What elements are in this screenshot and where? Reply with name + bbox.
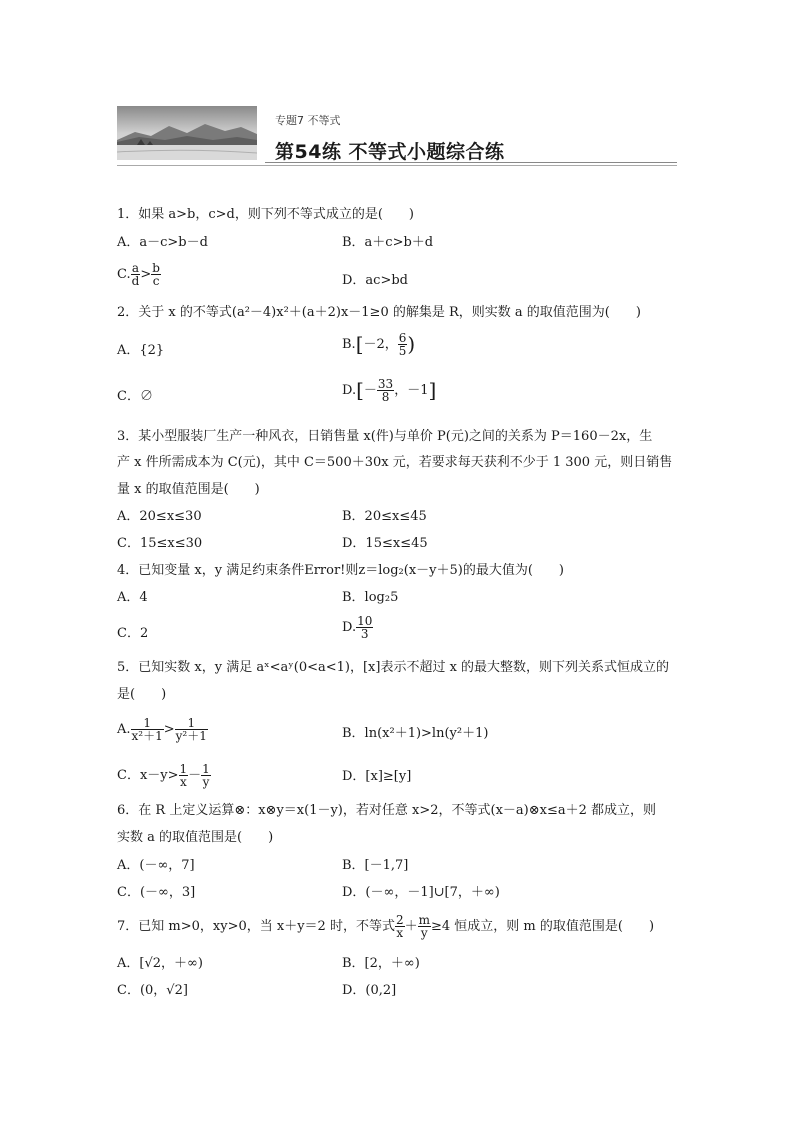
page-header xyxy=(117,106,677,166)
numerator: 2 xyxy=(395,913,404,927)
fraction-b-over-c xyxy=(151,262,161,287)
right-bracket: ] xyxy=(428,378,437,402)
question-1-option-d: D．ac>bd xyxy=(342,273,408,288)
question-3-option-b: B．20≤x≤45 xyxy=(342,509,427,524)
question-6-option-b: B．[－1,7] xyxy=(342,858,409,873)
question-7-stem-suffix: ≥4 恒成立，则 m 的取值范围是( ) xyxy=(431,919,655,934)
option-d-prefix: D. xyxy=(342,620,357,635)
question-6-option-c: C．(－∞，3] xyxy=(117,885,196,900)
denominator: y²＋1 xyxy=(175,729,207,743)
denominator: 5 xyxy=(398,344,407,358)
question-5-stem-line-1: 5．已知实数 x，y 满足 aˣ<aʸ(0<a<1)，[x]表示不超过 x 的最大整数，则下列关系式恒成立的 xyxy=(117,660,670,675)
question-1-option-a: A．a－c>b－d xyxy=(117,235,208,250)
question-3-stem-line-1: 3．某小型服装厂生产一种风衣，日销售量 x(件)与单价 P(元)之间的关系为 P＝160－2x，生 xyxy=(117,429,653,444)
page-title: 第54练 不等式小题综合练 xyxy=(275,141,505,163)
question-5-option-b: B．ln(x²＋1)>ln(y²＋1) xyxy=(342,726,489,741)
left-bracket: [ xyxy=(355,332,364,356)
question-3-option-a: A．20≤x≤30 xyxy=(117,509,202,524)
denominator: c xyxy=(152,274,160,288)
option-c-prefix: C. xyxy=(117,267,131,282)
denominator: 8 xyxy=(381,390,390,404)
question-4-option-a: A．4 xyxy=(117,590,148,605)
question-4-option-d xyxy=(342,615,373,640)
option-b-prefix: B. xyxy=(342,337,356,352)
question-7-option-c: C．(0，√2] xyxy=(117,983,188,998)
option-a-prefix: A. xyxy=(117,722,131,737)
denominator: x²＋1 xyxy=(131,729,163,743)
fraction-33-eighths xyxy=(377,378,394,403)
question-7-stem xyxy=(117,914,654,939)
denominator: x xyxy=(396,926,404,940)
fraction-a-over-d xyxy=(131,262,141,287)
numerator: b xyxy=(152,261,160,275)
question-4-stem: 4．已知变量 x，y 满足约束条件Error!则z＝log₂(x－y＋5)的最大值为( ) xyxy=(117,563,564,578)
question-5-stem-line-2: 是( ) xyxy=(117,687,167,702)
denominator: 3 xyxy=(360,627,369,641)
fraction-one-over-y-squared-plus-one xyxy=(175,717,208,742)
fraction-m-over-y xyxy=(418,914,431,939)
question-2-option-a: A．{2} xyxy=(117,343,165,358)
fraction-one-over-x xyxy=(179,763,189,788)
option-b-lower-bound: －2， xyxy=(363,337,398,352)
question-3-stem-line-2: 产 x 件所需成本为 C(元)，其中 C＝500＋30x 元，若要求每天获利不少于 1 300 元，则日销售 xyxy=(117,455,673,470)
option-d-prefix: D. xyxy=(342,383,357,398)
header-rule-top xyxy=(265,162,677,163)
question-2-stem: 2．关于 x 的不等式(a²－4)x²＋(a＋2)x－1≥0 的解集是 R，则实数 a 的取值范围为( ) xyxy=(117,305,641,320)
numerator: 6 xyxy=(398,331,407,345)
question-5-option-c xyxy=(117,763,211,788)
right-paren: ) xyxy=(407,332,416,356)
question-3-stem-line-3: 量 x 的取值范围是( ) xyxy=(117,482,260,497)
fraction-one-over-x-squared-plus-one xyxy=(131,717,164,742)
numerator: 1 xyxy=(202,762,210,776)
question-7-option-d: D．(0,2] xyxy=(342,983,397,998)
fraction-two-over-x xyxy=(395,914,405,939)
option-d-upper-bound: ，－1 xyxy=(394,383,429,398)
question-6-stem-line-2: 实数 a 的取值范围是( ) xyxy=(117,830,274,845)
question-7-stem-prefix: 7．已知 m>0，xy>0，当 x＋y＝2 时，不等式 xyxy=(117,919,395,934)
question-7-option-b: B．[2，＋∞) xyxy=(342,956,420,971)
denominator: y xyxy=(202,775,210,789)
question-1-option-b: B．a＋c>b＋d xyxy=(342,235,434,250)
question-5-option-a xyxy=(117,717,208,742)
question-2-option-d: D.[－ $\frac{33}{8}$ ，－1] xyxy=(342,377,437,404)
question-6-stem-line-1: 6．在 R 上定义运算⊗：x⊗y＝x(1－y)，若对任意 x>2，不等式(x－a)⊗x≤a＋2 都成立，则 xyxy=(117,803,656,818)
header-rule-bottom xyxy=(117,165,677,166)
fraction-ten-thirds xyxy=(356,615,373,640)
fraction-one-over-y xyxy=(201,763,211,788)
question-3-option-c: C．15≤x≤30 xyxy=(117,536,203,551)
numerator: 33 xyxy=(377,377,394,391)
landscape-illustration xyxy=(117,106,257,160)
numerator: 10 xyxy=(357,614,373,628)
option-c-prefix: C．x－y> xyxy=(117,768,179,783)
greater-than: > xyxy=(140,267,152,282)
minus-sign: － xyxy=(188,768,202,783)
question-4-option-b: B．log₂5 xyxy=(342,590,399,605)
header-text-block xyxy=(275,112,505,164)
question-2-option-c: C．∅ xyxy=(117,389,153,404)
question-3-option-d: D．15≤x≤45 xyxy=(342,536,428,551)
greater-than: > xyxy=(163,722,175,737)
topic-subtitle: 专题7 不等式 xyxy=(275,114,341,127)
question-7-option-a: A．[√2，＋∞) xyxy=(117,956,203,971)
plus-sign: ＋ xyxy=(404,919,418,934)
question-6-option-a: A．(－∞，7] xyxy=(117,858,195,873)
fraction-six-fifths xyxy=(398,332,408,357)
numerator: m xyxy=(418,913,430,927)
landscape-banner-image xyxy=(117,106,257,160)
question-1-option-c xyxy=(117,262,161,287)
numerator: 1 xyxy=(179,762,188,776)
question-2-option-b xyxy=(342,332,415,357)
denominator: y xyxy=(420,926,428,940)
question-4-option-c: C．2 xyxy=(117,626,149,641)
left-bracket: [ xyxy=(356,378,364,402)
question-1-stem: 1．如果 a>b，c>d，则下列不等式成立的是( ) xyxy=(117,207,415,222)
denominator: x xyxy=(179,775,187,789)
numerator: 1 xyxy=(175,717,208,730)
question-6-option-d: D．(－∞，－1]∪[7，＋∞) xyxy=(342,885,500,900)
denominator: d xyxy=(131,274,140,288)
question-5-option-d: D．[x]≥[y] xyxy=(342,769,412,784)
numerator: a xyxy=(131,261,140,275)
numerator: 1 xyxy=(131,717,164,730)
